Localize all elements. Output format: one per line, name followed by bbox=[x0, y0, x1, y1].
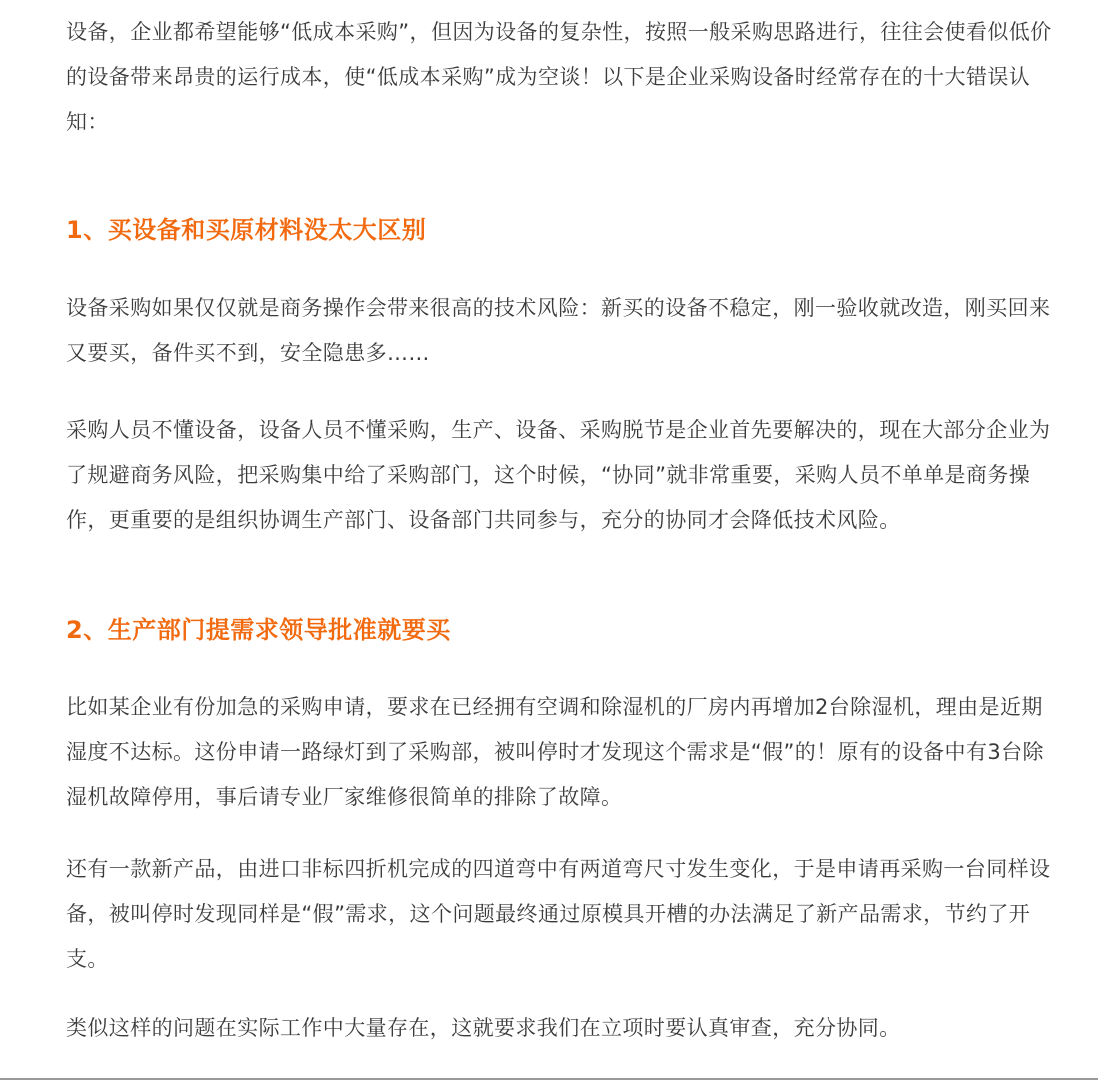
section-2-paragraph-3: 类似这样的问题在实际工作中大量存在，这就要求我们在立项时要认真审查，充分协同。 bbox=[66, 1016, 901, 1040]
section-heading-2: 2、生产部门提需求领导批准就要买 bbox=[66, 616, 451, 644]
section-1-paragraph-1: 设备采购如果仅仅就是商务操作会带来很高的技术风险：新买的设备不稳定，刚一验收就改造，刚买回来又要买，备件买不到，安全隐患多…… bbox=[66, 296, 1051, 365]
section-1-paragraph-2: 采购人员不懂设备，设备人员不懂采购，生产、设备、采购脱节是企业首先要解决的，现在大部分企业为了规避商务风险，把采购集中给了采购部门，这个时候，“协同”就非常重要，采购人员不单单是商务操作，更重要的是组织协调生产部门、设备部门共同参与，充分的协同才会降低技术风险。 bbox=[66, 418, 1051, 532]
intro-paragraph: 设备，企业都希望能够“低成本采购”，但因为设备的复杂性，按照一般采购思路进行，往往会使看似低价的设备带来昂贵的运行成本，使“低成本采购”成为空谈！以下是企业采购设备时经常存在的十大错误认知： bbox=[66, 20, 1052, 134]
section-2-paragraph-2: 还有一款新产品，由进口非标四折机完成的四道弯中有两道弯尺寸发生变化，于是申请再采购一台同样设备，被叫停时发现同样是“假”需求，这个问题最终通过原模具开槽的办法满足了新产品需求，节约了开支。 bbox=[66, 857, 1051, 971]
section-2-paragraph-1: 比如某企业有份加急的采购申请，要求在已经拥有空调和除湿机的厂房内再增加2台除湿机，理由是近期湿度不达标。这份申请一路绿灯到了采购部，被叫停时才发现这个需求是“假”的！原有的设备中有3台除湿机故障停用，事后请专业厂家维修很简单的排除了故障。 bbox=[66, 695, 1044, 809]
section-heading-1: 1、买设备和买原材料没太大区别 bbox=[66, 216, 427, 244]
